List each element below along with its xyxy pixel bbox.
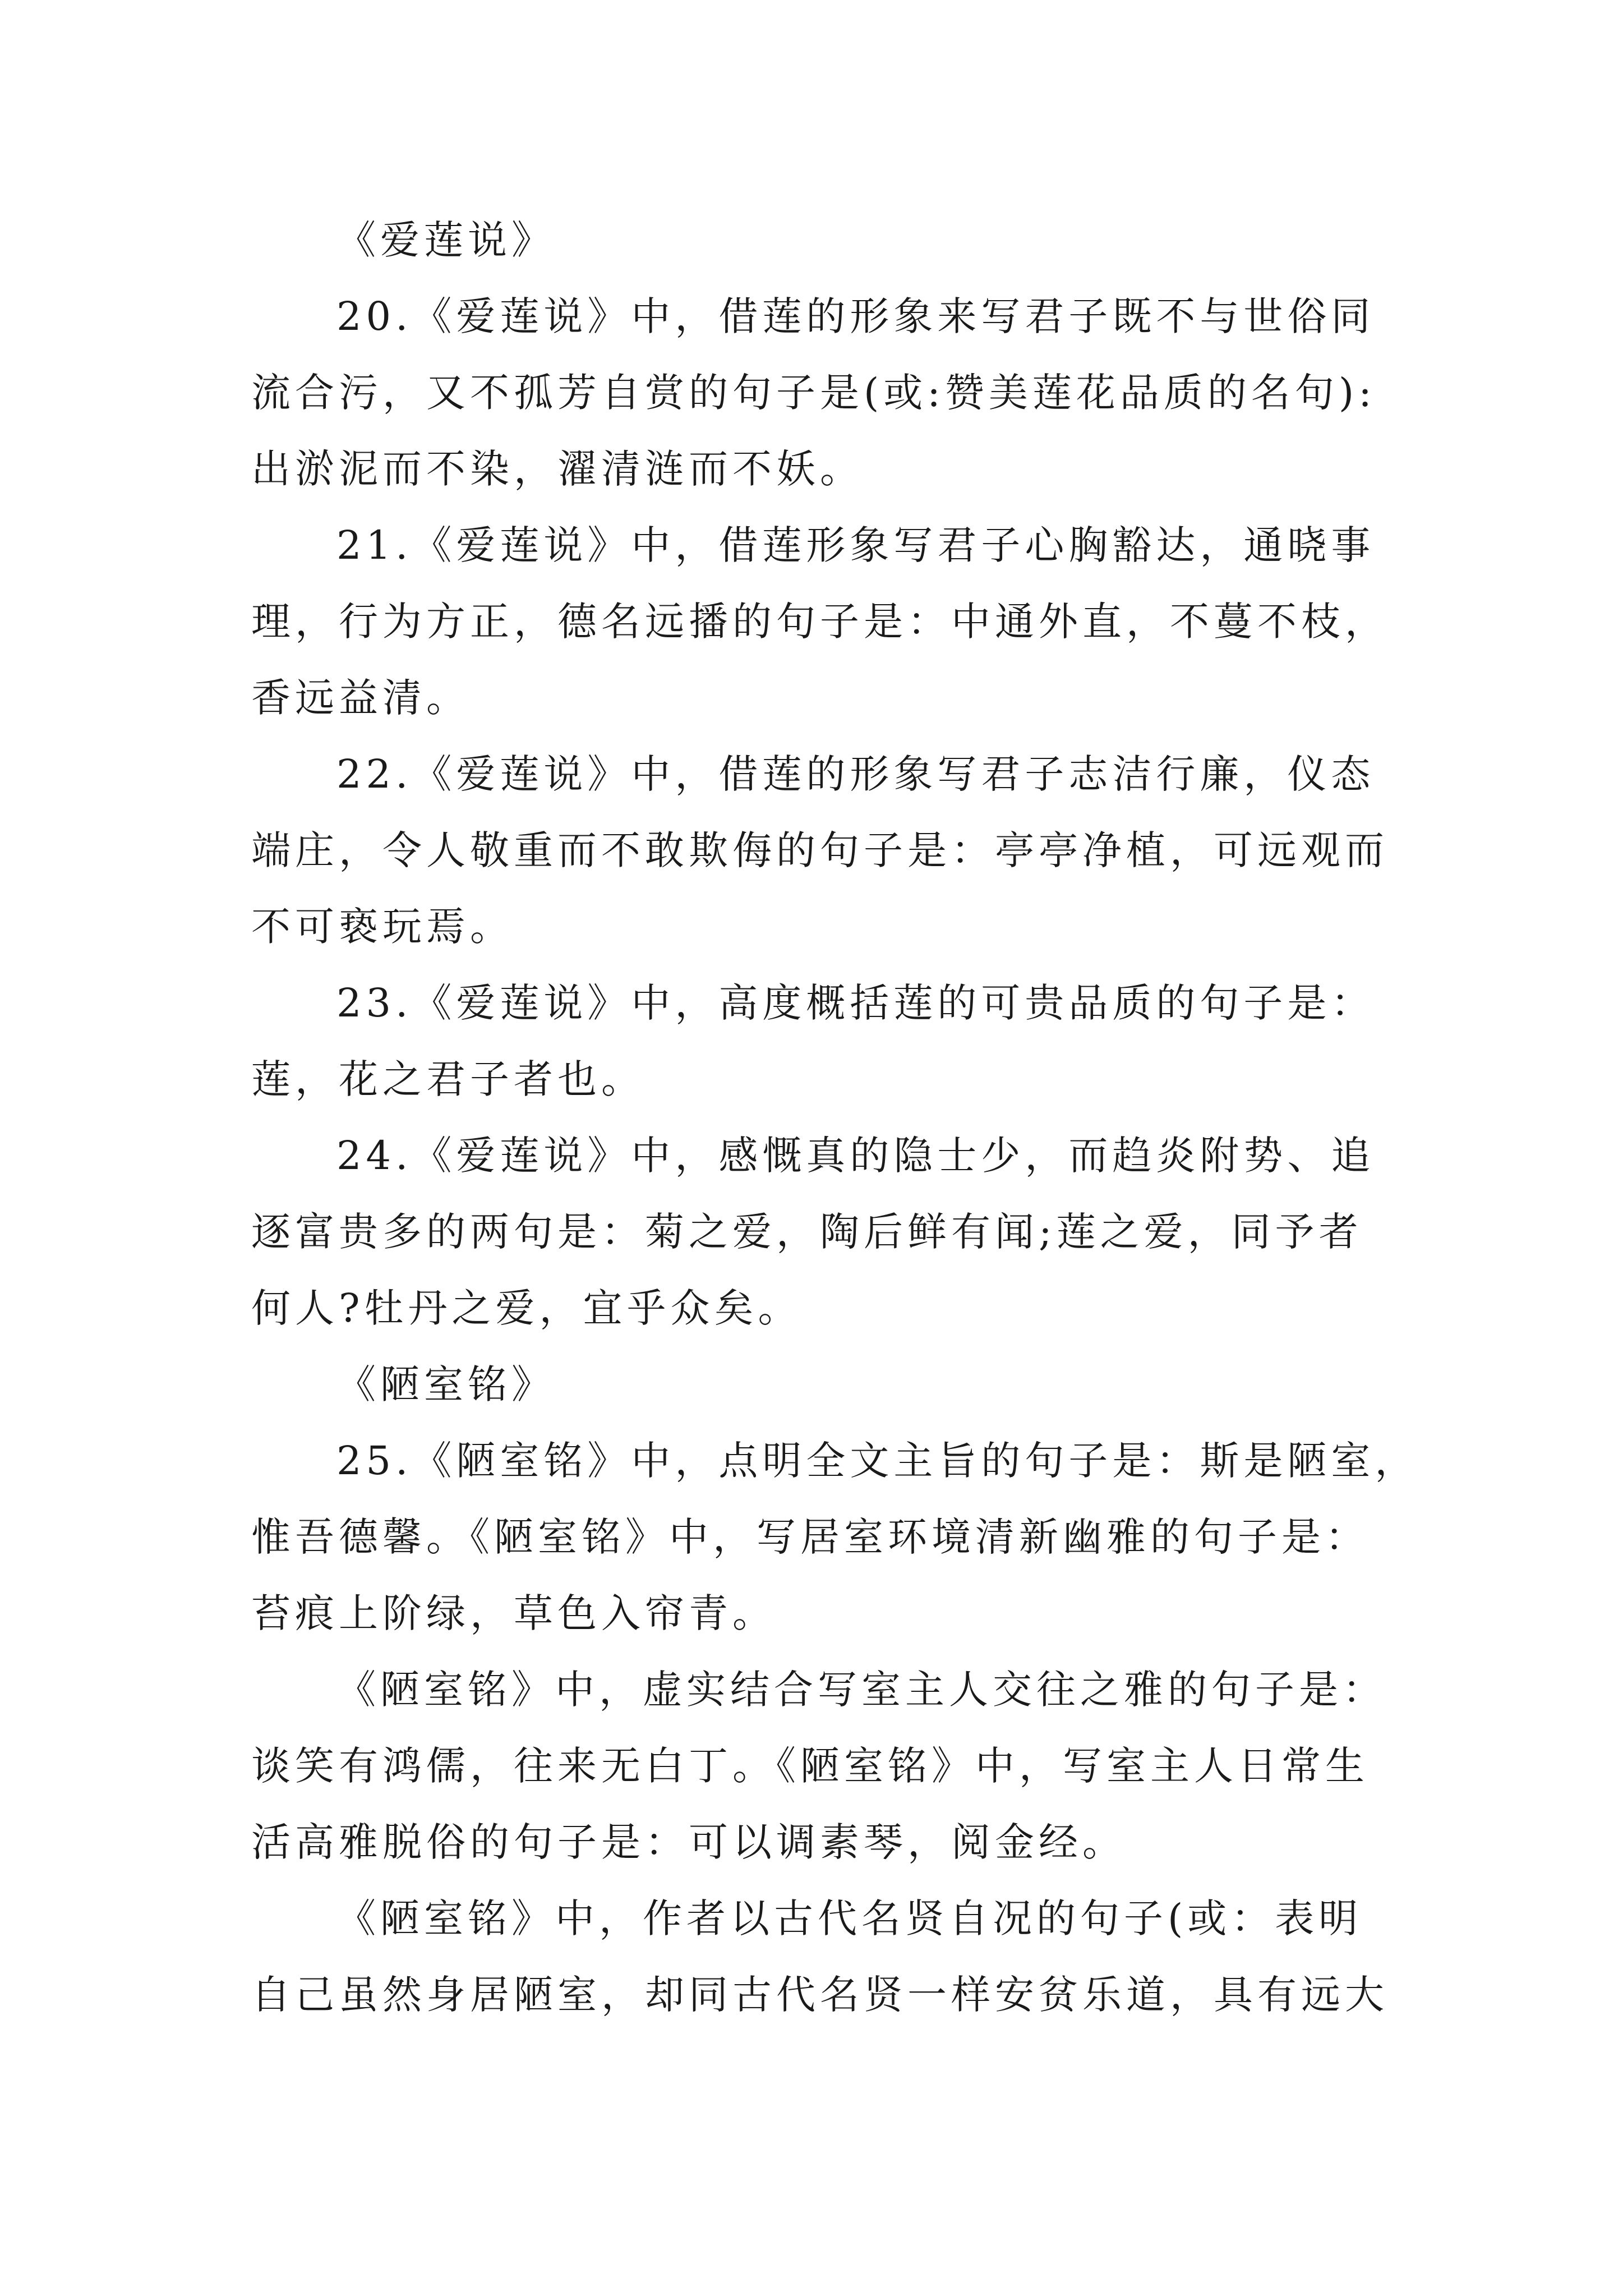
text-line: 活高雅脱俗的句子是：可以调素琴，阅金经。 (251, 1819, 1126, 1865)
text-line: 23.《爱莲说》中，高度概括莲的可贵品质的句子是： (336, 980, 1375, 1026)
text-line: 莲，花之君子者也。 (251, 1056, 645, 1102)
text-line: 自己虽然身居陋室，却同古代名贤一样安贫乐道，具有远大 (251, 1972, 1389, 2018)
text-line: 20.《爱莲说》中，借莲的形象来写君子既不与世俗同 (336, 293, 1375, 339)
text-line: 22.《爱莲说》中，借莲的形象写君子志洁行廉，仪态 (336, 751, 1375, 797)
text-line: 何人?牡丹之爱，宜乎众矣。 (251, 1285, 802, 1331)
text-line: 出淤泥而不染，濯清涟而不妖。 (251, 446, 864, 492)
text-line: 惟吾德馨。《陋室铭》中，写居室环境清新幽雅的句子是： (251, 1514, 1369, 1560)
text-line: 21.《爱莲说》中，借莲形象写君子心胸豁达，通晓事 (336, 522, 1375, 568)
text-line: 逐富贵多的两句是：菊之爱，陶后鲜有闻;莲之爱，同予者 (251, 1209, 1363, 1255)
text-line: 24.《爱莲说》中，感慨真的隐士少，而趋炎附势、追 (336, 1133, 1375, 1179)
text-line: 《陋室铭》 (336, 1361, 555, 1407)
text-line: 理，行为方正，德名远播的句子是：中通外直，不蔓不枝， (251, 599, 1389, 645)
text-line: 香远益清。 (251, 675, 470, 721)
text-line: 端庄，令人敬重而不敢欺侮的句子是：亭亭净植，可远观而 (251, 827, 1389, 873)
text-line: 《陋室铭》中，虚实结合写室主人交往之雅的句子是： (336, 1667, 1386, 1713)
text-line: 不可亵玩焉。 (251, 904, 514, 950)
document-body (251, 202, 1436, 2033)
text-line: 谈笑有鸿儒，往来无白丁。《陋室铭》中，写室主人日常生 (251, 1743, 1369, 1789)
text-line: 流合污，又不孤芳自赏的句子是(或:赞美莲花品质的名句): (251, 370, 1376, 416)
text-line: 苔痕上阶绿，草色入帘青。 (251, 1590, 776, 1636)
text-line: 《陋室铭》中，作者以古代名贤自况的句子(或：表明 (336, 1895, 1363, 1941)
text-line: 《爱莲说》 (336, 217, 555, 263)
text-line: 25.《陋室铭》中，点明全文主旨的句子是：斯是陋室， (336, 1438, 1419, 1484)
